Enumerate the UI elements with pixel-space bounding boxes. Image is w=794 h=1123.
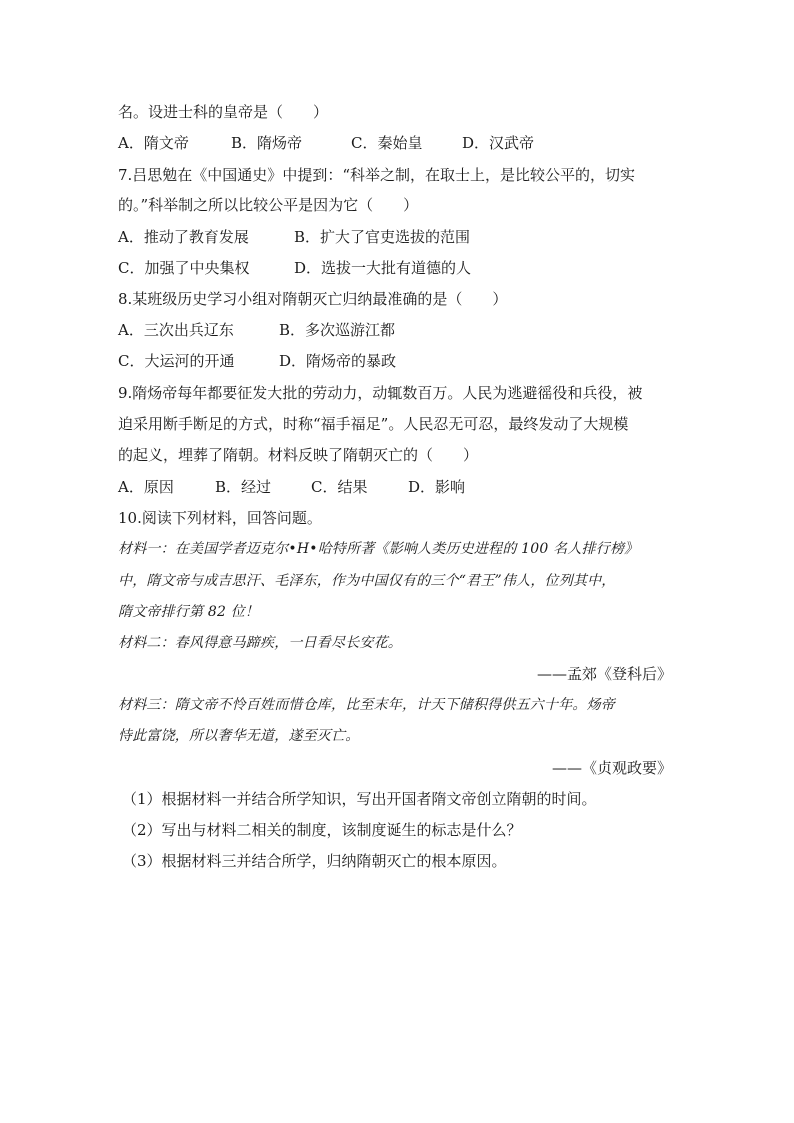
q10-material1-line3: 隋文帝排行第 82 位！	[118, 604, 260, 620]
q6-option-d[interactable]: D．汉武帝	[462, 134, 535, 152]
q10-subquestion-2: （2）写出与材料二相关的制度，该制度诞生的标志是什么？	[122, 821, 522, 839]
q10-material1-line1: 材料一：在美国学者迈克尔•H•哈特所著《影响人类历史进程的 100 名人排行榜》	[118, 541, 639, 557]
q6-option-b[interactable]: B．隋炀帝	[231, 134, 303, 152]
q6-stem: 名。设进士科的皇帝是（ ）	[118, 103, 329, 121]
q9-options	[118, 477, 465, 497]
q8-option-c[interactable]: C．大运河的开通	[118, 352, 235, 370]
q7-option-a[interactable]: A．推动了教育发展	[118, 228, 249, 246]
q8-stem: 8.某班级历史学习小组对隋朝灭亡归纳最准确的是（ ）	[118, 290, 508, 308]
q9-option-a[interactable]: A．原因	[118, 478, 174, 496]
q7-option-d[interactable]: D．选拔一大批有道德的人	[294, 259, 472, 277]
q8-option-d[interactable]: D．隋炀帝的暴政	[279, 352, 397, 370]
q8-options-row2	[118, 351, 396, 371]
q9-option-c[interactable]: C．结果	[311, 478, 368, 496]
q9-stem-line1: 9.隋炀帝每年都要征发大批的劳动力，动辄数百万。人民为逃避徭役和兵役，被	[118, 384, 643, 402]
q8-option-b[interactable]: B．多次巡游江都	[279, 321, 396, 339]
q10-subquestion-1: （1）根据材料一并结合所学知识，写出开国者隋文帝创立隋朝的时间。	[122, 790, 597, 808]
q9-stem-line2: 迫采用断手断足的方式，时称“福手福足”。人民忍无可忍，最终发动了大规模	[118, 415, 629, 433]
q8-option-a[interactable]: A．三次出兵辽东	[118, 321, 234, 339]
q6-options	[118, 133, 534, 153]
q10-material2-line1: 材料二：春风得意马蹄疾，一日看尽长安花。	[118, 635, 402, 651]
q10-material2-source: ——孟郊《登科后》	[536, 665, 672, 683]
q7-options-row2	[118, 258, 471, 278]
q10-stem: 10.阅读下列材料，回答问题。	[118, 509, 322, 527]
q8-options-row1	[118, 320, 395, 340]
q6-option-c[interactable]: C．秦始皇	[351, 134, 423, 152]
q10-material3-line1: 材料三：隋文帝不怜百姓而惜仓库，比至末年，计天下储积得供五六十年。炀帝	[118, 697, 615, 713]
q9-option-b[interactable]: B．经过	[215, 478, 272, 496]
q7-option-c[interactable]: C．加强了中央集权	[118, 259, 250, 277]
q9-option-d[interactable]: D．影响	[408, 478, 466, 496]
q10-material3-line2: 恃此富饶，所以奢华无道，遂至灭亡。	[118, 728, 360, 744]
q7-option-b[interactable]: B．扩大了官吏选拔的范围	[294, 228, 471, 246]
q9-stem-line3: 的起义，埋葬了隋朝。材料反映了隋朝灭亡的（ ）	[118, 446, 479, 464]
q6-option-a[interactable]: A．隋文帝	[118, 134, 189, 152]
q10-material3-source: ——《贞观政要》	[551, 759, 672, 777]
q7-options-row1	[118, 227, 470, 247]
q10-subquestion-3: （3）根据材料三并结合所学，归纳隋朝灭亡的根本原因。	[122, 852, 507, 870]
q7-stem-line1: 7.吕思勉在《中国通史》中提到：“科举之制，在取士上，是比较公平的，切实	[118, 166, 635, 184]
q7-stem-line2: 的。”科举制之所以比较公平是因为它（ ）	[118, 196, 419, 214]
q10-material1-line2: 中，隋文帝与成吉思汗、毛泽东，作为中国仅有的三个“君王”伟人，位列其中，	[118, 573, 616, 589]
